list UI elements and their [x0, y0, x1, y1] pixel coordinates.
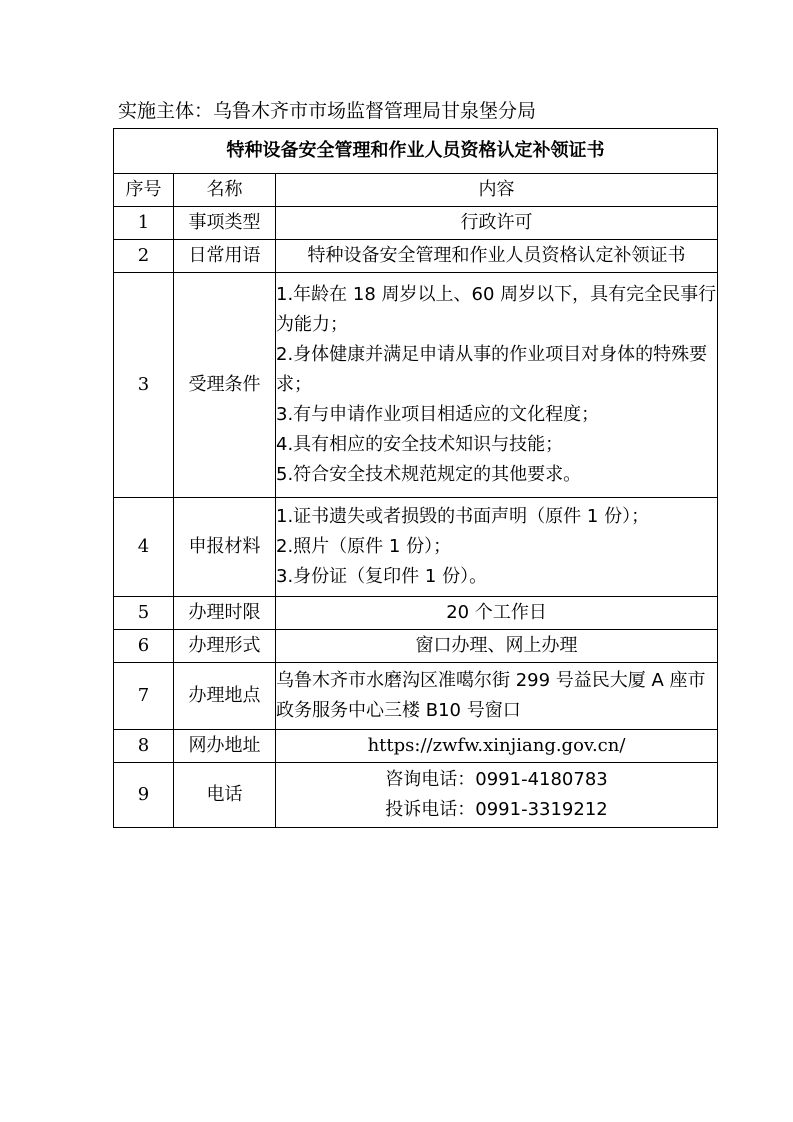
row-no: 9	[114, 763, 174, 828]
table-title: 特种设备安全管理和作业人员资格认定补领证书	[114, 129, 718, 174]
table-row	[114, 273, 718, 498]
content-line: 3.身份证（复印件 1 份）。	[276, 566, 488, 587]
consult-phone: 咨询电话：0991-4180783	[385, 769, 608, 790]
row-name: 办理时限	[174, 597, 276, 630]
table-row	[114, 730, 718, 763]
content-line: 窗口办理、网上办理	[415, 635, 578, 656]
header-row	[114, 174, 718, 207]
row-name: 受理条件	[174, 273, 276, 498]
content-line: 1.年龄在 18 周岁以上、60 周岁以下，具有完全民事行为能力；	[276, 284, 717, 335]
content-line: 1.证书遗失或者损毁的书面声明（原件 1 份）；	[276, 506, 650, 527]
row-no: 4	[114, 498, 174, 597]
row-name: 电话	[174, 763, 276, 828]
row-no: 5	[114, 597, 174, 630]
implementing-agency: 实施主体：乌鲁木齐市市场监督管理局甘泉堡分局	[118, 100, 537, 122]
row-content	[276, 273, 718, 498]
row-name: 办理地点	[174, 663, 276, 730]
row-name: 网办地址	[174, 730, 276, 763]
content-line: 行政许可	[460, 212, 533, 233]
web-address: https://zwfw.xinjiang.gov.cn/	[367, 735, 626, 756]
content-line: 20 个工作日	[446, 602, 547, 623]
table-row	[114, 630, 718, 663]
row-name: 办理形式	[174, 630, 276, 663]
table-row	[114, 597, 718, 630]
table-row	[114, 207, 718, 240]
content-line: 2.照片（原件 1 份）；	[276, 536, 452, 557]
row-no: 2	[114, 240, 174, 273]
content-line: 特种设备安全管理和作业人员资格认定补领证书	[307, 245, 686, 266]
row-name: 日常用语	[174, 240, 276, 273]
row-content	[276, 730, 718, 763]
title-row	[114, 129, 718, 174]
row-content	[276, 240, 718, 273]
content-line: 4.具有相应的安全技术知识与技能；	[276, 434, 564, 455]
row-content	[276, 663, 718, 730]
table-row	[114, 498, 718, 597]
row-content	[276, 630, 718, 663]
table-row	[114, 663, 718, 730]
content-line: 5.符合安全技术规范规定的其他要求。	[276, 464, 582, 485]
row-content	[276, 763, 718, 828]
header-no: 序号	[114, 174, 174, 207]
row-no: 7	[114, 663, 174, 730]
table-row	[114, 240, 718, 273]
row-name: 事项类型	[174, 207, 276, 240]
table-row	[114, 763, 718, 828]
content-line: 乌鲁木齐市水磨沟区准噶尔街 299 号益民大厦 A 座市政务服务中心三楼 B10 号窗口	[276, 670, 706, 721]
row-content	[276, 597, 718, 630]
row-no: 1	[114, 207, 174, 240]
row-no: 8	[114, 730, 174, 763]
row-no: 6	[114, 630, 174, 663]
content-line: 2.身体健康并满足申请从事的作业项目对身体的特殊要求；	[276, 344, 708, 395]
service-info-table	[113, 128, 718, 828]
row-no: 3	[114, 273, 174, 498]
row-name: 申报材料	[174, 498, 276, 597]
header-name: 名称	[174, 174, 276, 207]
content-line: 3.有与申请作业项目相适应的文化程度；	[276, 404, 600, 425]
row-content	[276, 207, 718, 240]
row-content	[276, 498, 718, 597]
header-content: 内容	[276, 174, 718, 207]
complaint-phone: 投诉电话：0991-3319212	[385, 799, 608, 820]
